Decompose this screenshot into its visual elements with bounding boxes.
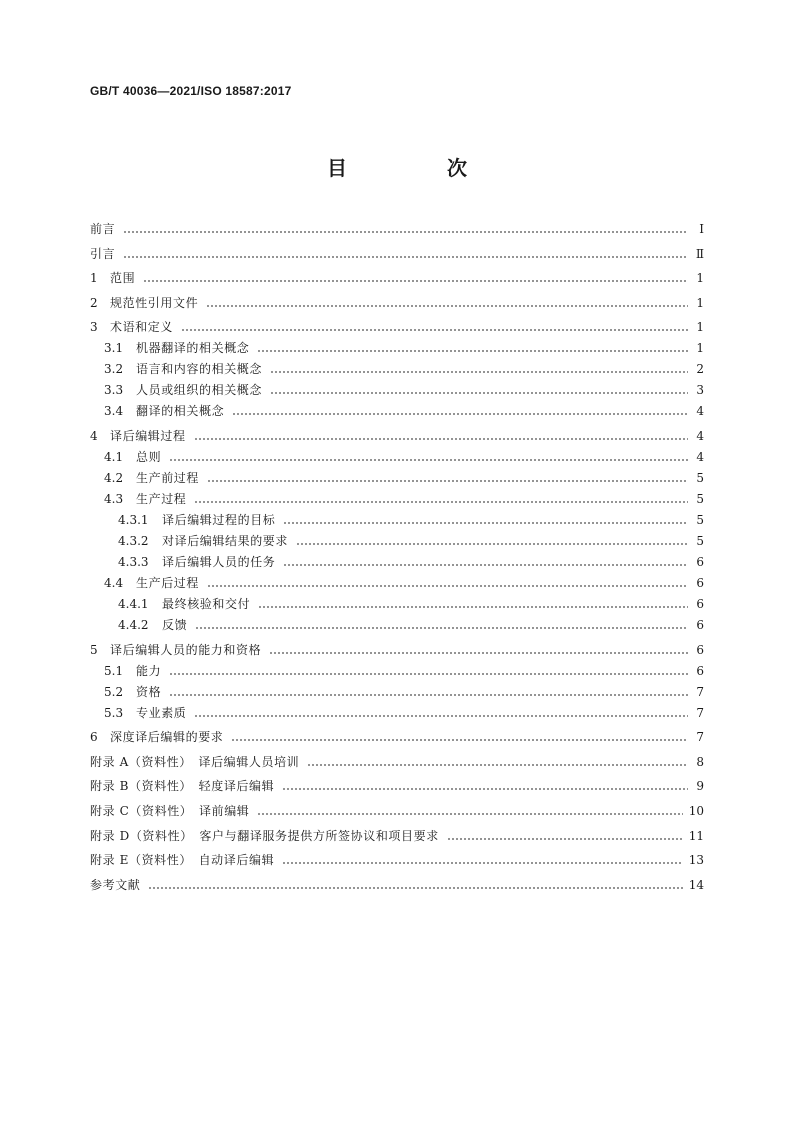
toc-leader-dots bbox=[307, 764, 688, 766]
toc-entry-number: 5.1 bbox=[104, 663, 124, 678]
toc-entry[interactable] bbox=[90, 399, 704, 419]
toc-entry-title: 深度译后编辑的要求 bbox=[110, 730, 224, 745]
toc-entry-number: 3.1 bbox=[104, 341, 124, 356]
toc-leader-dots bbox=[257, 813, 682, 815]
toc-leader-dots bbox=[207, 585, 688, 587]
toc-entry-page: 11 bbox=[688, 828, 704, 843]
toc-entry[interactable] bbox=[90, 638, 704, 658]
toc-entry-title: 术语和定义 bbox=[110, 320, 174, 335]
toc-entry-number: 4.3.2 bbox=[118, 533, 149, 548]
toc-leader-dots bbox=[194, 715, 688, 717]
toc-entry-page: 5 bbox=[696, 512, 704, 527]
toc-entry-number: 4.2 bbox=[104, 470, 124, 485]
toc-entry-title: 生产过程 bbox=[136, 491, 187, 506]
toc-leader-dots bbox=[231, 739, 688, 741]
toc-entry-page: 10 bbox=[688, 803, 704, 818]
toc-entry[interactable] bbox=[90, 613, 704, 633]
toc-entry-title: 专业素质 bbox=[136, 705, 187, 720]
toc-leader-dots bbox=[207, 480, 688, 482]
toc-entry-page: 9 bbox=[696, 779, 704, 794]
toc-entry-title: 最终核验和交付 bbox=[162, 596, 251, 611]
toc-leader-dots bbox=[270, 392, 688, 394]
toc-entry[interactable] bbox=[90, 873, 704, 893]
toc-entry-number: 5 bbox=[90, 642, 98, 657]
toc-entry-page: 1 bbox=[696, 320, 704, 335]
toc-leader-dots bbox=[257, 350, 688, 352]
toc-entry-page: 7 bbox=[696, 684, 704, 699]
toc-entry-number: 4.3.1 bbox=[118, 512, 149, 527]
toc-entry-page: 4 bbox=[696, 428, 704, 443]
toc-leader-dots bbox=[169, 694, 688, 696]
toc-entry-page: 6 bbox=[696, 596, 704, 611]
toc-entry-page: Ⅱ bbox=[695, 246, 704, 261]
toc-entry-title: 对译后编辑结果的要求 bbox=[162, 533, 289, 548]
toc-leader-dots bbox=[283, 522, 688, 524]
toc-entry-number: 3.3 bbox=[104, 383, 124, 398]
toc-leader-dots bbox=[270, 371, 688, 373]
toc-leader-dots bbox=[282, 862, 683, 864]
toc-leader-dots bbox=[169, 673, 688, 675]
toc-entry-title: 译后编辑过程的目标 bbox=[162, 512, 276, 527]
toc-entry-title: 总则 bbox=[136, 449, 162, 464]
toc-entry-title: 人员或组织的相关概念 bbox=[136, 383, 263, 398]
toc-entry-number: 4 bbox=[90, 428, 98, 443]
toc-entry[interactable] bbox=[90, 725, 704, 745]
toc-entry-page: 6 bbox=[696, 554, 704, 569]
toc-entry-title: 翻译的相关概念 bbox=[136, 404, 225, 419]
toc-entry-page: 5 bbox=[696, 533, 704, 548]
toc-entry-page: 5 bbox=[696, 491, 704, 506]
toc-entry-title: 机器翻译的相关概念 bbox=[136, 341, 250, 356]
standard-number: GB/T 40036—2021/ISO 18587:2017 bbox=[90, 84, 292, 98]
toc-entry-number: 4.1 bbox=[104, 449, 124, 464]
toc-entry[interactable] bbox=[90, 217, 704, 237]
toc-entry-page: 1 bbox=[696, 295, 704, 310]
toc-leader-dots bbox=[258, 606, 688, 608]
toc-entry[interactable] bbox=[90, 774, 704, 794]
toc-entry-number: 4.3.3 bbox=[118, 554, 149, 569]
toc-leader-dots bbox=[194, 501, 688, 503]
toc-entry[interactable] bbox=[90, 529, 704, 549]
toc-entry-page: 14 bbox=[688, 877, 704, 892]
toc-entry-title: 生产前过程 bbox=[136, 470, 200, 485]
toc-entry-number: 4.3 bbox=[104, 491, 124, 506]
toc-entry-number: 6 bbox=[90, 730, 98, 745]
toc-title: 目 次 bbox=[327, 156, 507, 180]
toc-entry-page: 6 bbox=[696, 575, 704, 590]
toc-leader-dots bbox=[123, 231, 688, 233]
toc-entry[interactable] bbox=[90, 824, 704, 844]
table-of-contents bbox=[90, 217, 704, 893]
toc-entry-page: 1 bbox=[696, 341, 704, 356]
toc-entry-title: 能力 bbox=[136, 663, 162, 678]
toc-entry-title: 参考文献 bbox=[90, 877, 141, 892]
toc-entry[interactable] bbox=[90, 466, 704, 486]
toc-leader-dots bbox=[282, 788, 688, 790]
toc-entry[interactable] bbox=[90, 508, 704, 528]
toc-entry-title: 生产后过程 bbox=[136, 575, 200, 590]
toc-leader-dots bbox=[195, 627, 688, 629]
toc-entry[interactable] bbox=[90, 659, 704, 679]
toc-entry-page: 7 bbox=[696, 705, 704, 720]
toc-entry[interactable] bbox=[90, 750, 704, 770]
toc-entry-page: 6 bbox=[696, 663, 704, 678]
toc-entry[interactable] bbox=[90, 315, 704, 335]
toc-entry-number: 4.4.1 bbox=[118, 596, 149, 611]
toc-entry[interactable] bbox=[90, 680, 704, 700]
toc-entry[interactable] bbox=[90, 550, 704, 570]
toc-entry-page: 5 bbox=[696, 470, 704, 485]
toc-entry-number: 5.3 bbox=[104, 705, 124, 720]
toc-entry-number: 2 bbox=[90, 295, 98, 310]
toc-leader-dots bbox=[283, 564, 688, 566]
toc-entry-number: 4.4 bbox=[104, 575, 124, 590]
toc-leader-dots bbox=[194, 438, 688, 440]
toc-entry-number: 1 bbox=[90, 271, 98, 286]
toc-leader-dots bbox=[296, 543, 688, 545]
toc-entry[interactable] bbox=[90, 799, 704, 819]
toc-leader-dots bbox=[206, 305, 688, 307]
toc-entry-title: 语言和内容的相关概念 bbox=[136, 362, 263, 377]
toc-leader-dots bbox=[143, 280, 688, 282]
toc-entry-page: 7 bbox=[696, 730, 704, 745]
toc-entry-title: 范围 bbox=[110, 271, 136, 286]
toc-leader-dots bbox=[269, 652, 688, 654]
toc-entry-number: 3 bbox=[90, 320, 98, 335]
toc-entry-title: 附录 D（资料性） 客户与翻译服务提供方所签协议和项目要求 bbox=[90, 828, 439, 843]
toc-entry[interactable] bbox=[90, 701, 704, 721]
toc-entry[interactable] bbox=[90, 266, 704, 286]
toc-entry[interactable] bbox=[90, 445, 704, 465]
toc-entry[interactable] bbox=[90, 487, 704, 507]
toc-entry-title: 反馈 bbox=[162, 617, 188, 632]
toc-entry[interactable] bbox=[90, 848, 704, 868]
toc-entry[interactable] bbox=[90, 357, 704, 377]
toc-entry-page: 1 bbox=[696, 271, 704, 286]
toc-entry[interactable] bbox=[90, 592, 704, 612]
toc-entry-number: 3.4 bbox=[104, 404, 124, 419]
toc-entry-title: 规范性引用文件 bbox=[110, 295, 199, 310]
toc-entry-page: 2 bbox=[696, 362, 704, 377]
toc-entry[interactable] bbox=[90, 571, 704, 591]
toc-entry-title: 译后编辑人员的任务 bbox=[162, 554, 276, 569]
toc-entry-page: 6 bbox=[696, 642, 704, 657]
toc-entry-number: 3.2 bbox=[104, 362, 124, 377]
toc-entry-page: 13 bbox=[688, 853, 704, 868]
toc-leader-dots bbox=[181, 329, 688, 331]
toc-entry-page: 3 bbox=[696, 383, 704, 398]
toc-entry-title: 译后编辑人员的能力和资格 bbox=[110, 642, 262, 657]
toc-leader-dots bbox=[148, 887, 682, 889]
toc-leader-dots bbox=[123, 256, 688, 258]
toc-entry-page: Ⅰ bbox=[699, 222, 704, 236]
toc-leader-dots bbox=[169, 459, 688, 461]
toc-leader-dots bbox=[232, 413, 688, 415]
toc-entry[interactable] bbox=[90, 378, 704, 398]
toc-entry-number: 4.4.2 bbox=[118, 617, 149, 632]
toc-entry-number: 5.2 bbox=[104, 684, 124, 699]
toc-entry-title: 引言 bbox=[90, 246, 116, 261]
toc-entry-title: 附录 E（资料性） 自动译后编辑 bbox=[90, 853, 275, 868]
toc-entry-page: 8 bbox=[696, 754, 704, 769]
toc-entry-title: 附录 A（资料性） 译后编辑人员培训 bbox=[90, 754, 300, 769]
toc-entry[interactable] bbox=[90, 242, 704, 262]
toc-entry[interactable] bbox=[90, 424, 704, 444]
toc-entry[interactable] bbox=[90, 291, 704, 311]
toc-entry-page: 4 bbox=[696, 404, 704, 419]
toc-entry-title: 译后编辑过程 bbox=[110, 428, 186, 443]
toc-entry-title: 附录 B（资料性） 轻度译后编辑 bbox=[90, 779, 275, 794]
toc-entry-title: 资格 bbox=[136, 684, 162, 699]
toc-entry-page: 6 bbox=[696, 617, 704, 632]
toc-leader-dots bbox=[447, 838, 683, 840]
toc-entry-title: 附录 C（资料性） 译前编辑 bbox=[90, 803, 250, 818]
toc-entry[interactable] bbox=[90, 336, 704, 356]
toc-entry-title: 前言 bbox=[90, 222, 116, 236]
toc-entry-page: 4 bbox=[696, 449, 704, 464]
